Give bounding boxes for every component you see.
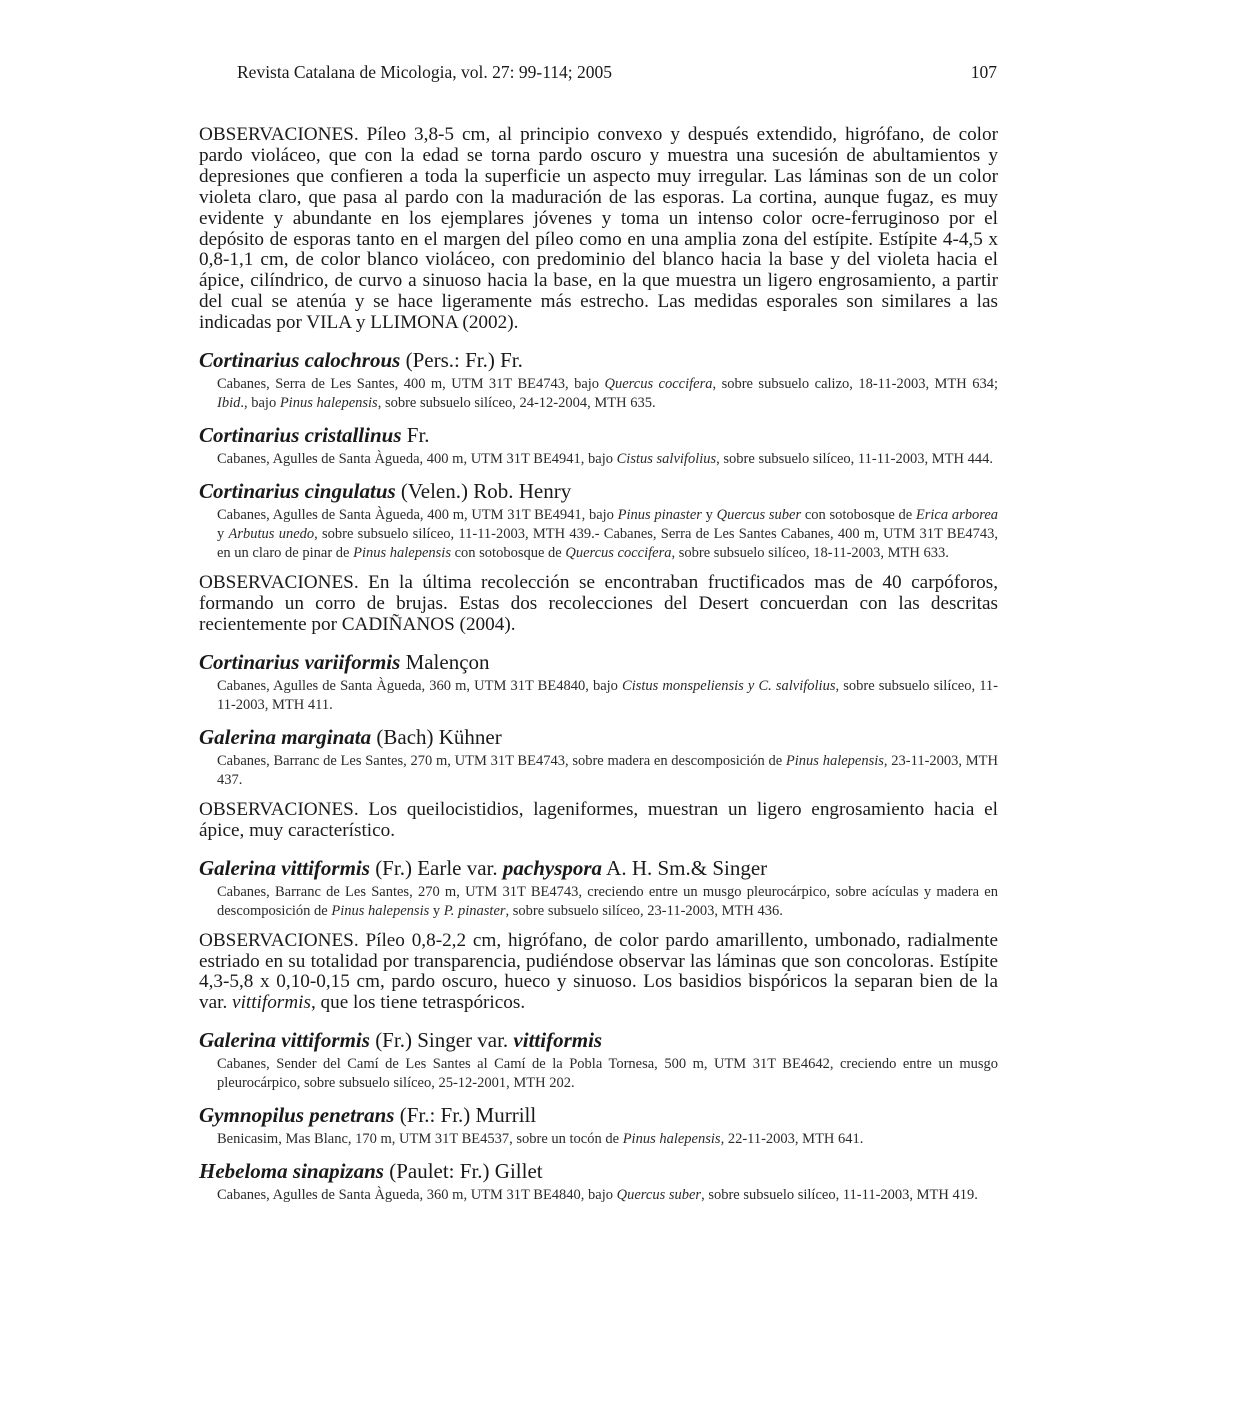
record-text: y: [429, 902, 444, 919]
observation-paragraph: OBSERVACIONES. Píleo 3,8-5 cm, al principio convexo y después extendido, higrófano, de color pardo violáceo, que con la edad se torna pardo oscuro y muestra una sucesión de abultamientos y depresiones que confieren a toda la superficie un aspecto muy irregular. Las láminas son de un color violeta claro, que pasa al pardo con la maduración de las esporas. La cortina, aunque fugaz, es muy evidente y abundante en los ejemplares jóvenes y toma un intenso color ocre-ferruginoso por el depósito de esporas tanto en el margen del píleo como en una amplia zona del estípite. Estípite 4-4,5 x 0,8-1,1 cm, de color blanco violáceo, con predominio del blanco hacia la base y del violeta hacia el ápice, cilíndrico, de curvo a sinuoso hacia la base, en la que muestra un ligero engrosamiento, a partir del cual se atenúa y se hace ligeramente más estrecho. Las medidas esporales son similares a las indicadas por VILA y LLIMONA (2002).: [199, 124, 998, 334]
record-text: Cabanes, Agulles de Santa Àgueda, 360 m, UTM 31T BE4840, bajo: [217, 1187, 617, 1204]
record-taxon: Pinus halepensis: [353, 545, 451, 562]
record-text: , sobre subsuelo calizo, 18-11-2003, MTH 634;: [712, 376, 998, 393]
collection-record: [217, 450, 998, 469]
record-taxon: Quercus coccifera: [604, 376, 713, 393]
record-taxon: Ibid: [217, 395, 241, 412]
collection-record: [217, 506, 998, 563]
species-author: (Pers.: Fr.) Fr.: [400, 348, 523, 373]
variety-name: vittiformis: [513, 1028, 603, 1053]
record-text: , sobre subsuelo silíceo, 11-11-2003, MTH 411.: [217, 677, 998, 713]
record-text: , sobre subsuelo silíceo, 24-12-2004, MTH 635.: [377, 395, 656, 412]
species-entry: [199, 1159, 998, 1205]
record-text: , 22-11-2003, MTH 641.: [720, 1131, 864, 1148]
record-taxon: Quercus coccifera: [565, 545, 672, 562]
record-text: , 23-11-2003, MTH 437.: [217, 752, 999, 788]
collection-record: [217, 375, 998, 413]
species-title: [199, 725, 998, 749]
page-header: [237, 62, 997, 88]
record-taxon: Arbutus unedo: [228, 526, 315, 543]
record-taxon: Cistus monspeliensis y C. salvifolius: [622, 677, 836, 694]
species-author: (Paulet: Fr.) Gillet: [383, 1159, 543, 1184]
species-author: Malençon: [400, 649, 490, 674]
record-taxon: Pinus halepensis: [279, 395, 378, 412]
species-entry: [199, 479, 998, 636]
species-author: (Fr.) Singer var.: [369, 1028, 514, 1053]
species-name: Cortinarius cingulatus: [199, 479, 396, 504]
species-entry: [199, 423, 998, 469]
collection-record: [217, 883, 998, 921]
record-text: con sotobosque de: [450, 545, 566, 562]
record-text: , sobre subsuelo silíceo, 23-11-2003, MTH 436.: [505, 902, 783, 919]
species-entry: [199, 348, 998, 413]
collection-record: [217, 1130, 998, 1149]
species-entry: [199, 650, 998, 715]
species-title: [199, 1028, 998, 1052]
record-text: , sobre subsuelo silíceo, 11-11-2003, MTH 419.: [701, 1187, 978, 1204]
species-title: [199, 479, 998, 503]
record-text: y: [217, 526, 229, 543]
species-name: Cortinarius calochrous: [199, 348, 401, 373]
record-text: Cabanes, Barranc de Les Santes, 270 m, UTM 31T BE4743, sobre madera en descomposición de: [217, 752, 786, 769]
species-entry: [199, 725, 998, 842]
record-text: Benicasim, Mas Blanc, 170 m, UTM 31T BE4537, sobre un tocón de: [217, 1131, 623, 1148]
record-taxon: Quercus suber: [716, 507, 802, 524]
record-text: , sobre subsuelo silíceo, 11-11-2003, MTH 444.: [716, 451, 993, 468]
observation-paragraph: OBSERVACIONES. Los queilocistidios, lageniformes, muestran un ligero engrosamiento hacia el ápice, muy característico.: [199, 798, 998, 841]
variety-name: pachyspora: [502, 855, 603, 880]
observation-taxon: vittiformis: [232, 992, 311, 1014]
record-taxon: Pinus halepensis: [785, 752, 884, 769]
record-text: con sotobosque de: [801, 507, 916, 524]
observation-paragraph: OBSERVACIONES. En la última recolección se encontraban fructificados mas de 40 carpóforos, formando un corro de brujas. Estas dos recolecciones del Desert concuerdan con las descritas recientemente por CADIÑANOS (2004).: [199, 572, 998, 635]
record-text: , sobre subsuelo silíceo, 18-11-2003, MTH 633.: [671, 545, 949, 562]
record-text: ., bajo: [240, 395, 280, 412]
species-title: [199, 856, 998, 880]
species-title: [199, 423, 998, 447]
record-text: Cabanes, Sender del Camí de Les Santes al Camí de la Pobla Tornesa, 500 m, UTM 31T BE4642, creciendo entre un musgo pleurocárpico, sobre subsuelo silíceo, 25-12-2001, MTH 202.: [217, 1056, 998, 1092]
collection-record: [217, 752, 998, 790]
record-taxon: Pinus halepensis: [331, 902, 430, 919]
collection-record: [217, 1055, 998, 1093]
species-author: (Velen.) Rob. Henry: [395, 479, 572, 504]
species-title: [199, 1103, 998, 1127]
species-name: Hebeloma sinapizans: [199, 1159, 384, 1184]
running-head: Revista Catalana de Micologia, vol. 27: 99-114; 2005: [237, 62, 613, 82]
record-text: Cabanes, Agulles de Santa Àgueda, 400 m, UTM 31T BE4941, bajo: [217, 451, 617, 468]
collection-record: [217, 1186, 998, 1205]
species-author: (Fr.: Fr.) Murrill: [394, 1103, 537, 1128]
species-name: Galerina vittiformis: [199, 1028, 370, 1053]
species-name: Gymnopilus penetrans: [199, 1103, 395, 1128]
record-taxon: Erica arborea: [915, 507, 999, 524]
species-name: Cortinarius cristallinus: [199, 423, 402, 448]
observation-text: OBSERVACIONES. Píleo 0,8-2,2 cm, higrófano, de color pardo amarillento, umbonado, radialmente estriado en su totalidad por transparencia, pudiéndose observar las láminas que son concoloras. Estípite 4,3-5,8 x 0,10-0,15 cm, pardo oscuro, hueco y sinuoso. Los basidios bispóricos la separan bien de la var.: [199, 929, 998, 1014]
species-title: [199, 348, 998, 372]
species-author: Fr.: [401, 423, 430, 448]
page-number: 107: [970, 62, 997, 82]
species-author: (Fr.) Earle var.: [369, 855, 503, 880]
species-name: Galerina vittiformis: [199, 855, 370, 880]
species-title: [199, 650, 998, 674]
record-text: Cabanes, Agulles de Santa Àgueda, 400 m, UTM 31T BE4941, bajo: [217, 507, 618, 524]
record-taxon: P. pinaster: [443, 902, 506, 919]
record-text: Cabanes, Agulles de Santa Àgueda, 360 m, UTM 31T BE4840, bajo: [217, 677, 623, 694]
record-text: y: [701, 507, 717, 524]
record-taxon: Pinus pinaster: [617, 507, 702, 524]
record-text: Cabanes, Barranc de Les Santes, 270 m, UTM 31T BE4743, creciendo entre un musgo pleurocárpico, sobre acículas y madera en descomposición de: [217, 883, 998, 919]
article-body: [199, 125, 998, 1215]
observation-paragraph: [199, 931, 998, 1015]
species-entry: [199, 1028, 998, 1093]
species-entry: [199, 1103, 998, 1149]
record-taxon: Quercus suber: [616, 1187, 702, 1204]
species-name: Cortinarius variiformis: [199, 649, 401, 674]
record-text: , sobre subsuelo silíceo, 11-11-2003, MTH 439.- Cabanes, Serra de Les Santes Cabanes, 400 m, UTM 31T BE4743, en un claro de pinar de: [217, 526, 999, 562]
record-taxon: Cistus salvifolius: [616, 451, 717, 468]
collection-record: [217, 677, 998, 715]
variety-author: A. H. Sm.& Singer: [602, 855, 768, 880]
species-entry: [199, 856, 998, 1015]
record-taxon: Pinus halepensis: [622, 1131, 721, 1148]
species-author: (Bach) Kühner: [371, 724, 502, 749]
species-title: [199, 1159, 998, 1183]
record-text: Cabanes, Serra de Les Santes, 400 m, UTM 31T BE4743, bajo: [217, 376, 605, 393]
observation-text: , que los tiene tetraspóricos.: [310, 992, 526, 1014]
species-name: Galerina marginata: [199, 724, 372, 749]
